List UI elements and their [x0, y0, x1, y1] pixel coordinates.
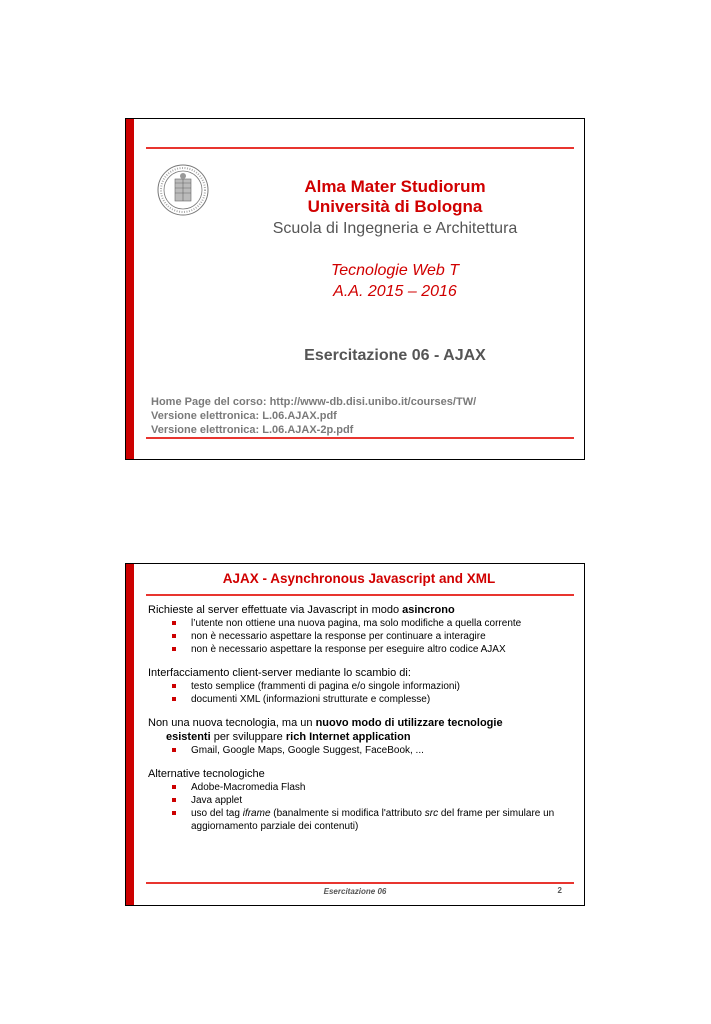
section-intro: Richieste al server effettuate via Javascript in modo asincrono	[148, 604, 455, 616]
list-item: documenti XML (informazioni strutturate e complesse)	[172, 693, 572, 706]
slide-red-bar	[126, 119, 134, 459]
course-name: Tecnologie Web T	[330, 262, 460, 279]
academic-year: A.A. 2015 – 2016	[333, 283, 457, 300]
section-intro: Non una nuova tecnologia, ma un nuovo modo di utilizzare tecnologie	[148, 717, 503, 729]
slide-title: AJAX - Asynchronous Javascript and XML	[222, 571, 496, 586]
university-seal-icon	[156, 163, 210, 217]
list-item: l’utente non ottiene una nuova pagina, ma solo modifiche a quella corrente	[172, 617, 572, 630]
bottom-rule	[146, 437, 574, 439]
top-rule	[146, 147, 574, 149]
slide-content	[148, 603, 572, 833]
pdf-version-link[interactable]: Versione elettronica: L.06.AJAX.pdf	[151, 410, 337, 422]
title-slide	[125, 118, 585, 460]
slide-footer: Esercitazione 06	[323, 887, 387, 896]
course-homepage-link[interactable]: Home Page del corso: http://www-db.disi.unibo.it/courses/TW/	[151, 396, 477, 408]
slide-red-bar	[126, 564, 134, 905]
section-intro: Interfacciamento client-server mediante lo scambio di:	[148, 667, 411, 679]
university-name-line1: Alma Mater Studiorum	[304, 177, 486, 196]
list-item: Adobe-Macromedia Flash	[172, 781, 572, 794]
content-slide	[125, 563, 585, 906]
exercise-title: Esercitazione 06 - AJAX	[304, 347, 486, 364]
course-links	[151, 395, 476, 437]
list-item: non è necessario aspettare la response per continuare a interagire	[172, 630, 572, 643]
bullet-list	[148, 617, 572, 656]
list-item: Java applet	[172, 794, 572, 807]
section-intro: Alternative tecnologiche	[148, 768, 265, 780]
pdf-2p-version-link[interactable]: Versione elettronica: L.06.AJAX-2p.pdf	[151, 424, 354, 436]
list-item: Gmail, Google Maps, Google Suggest, FaceBook, ...	[172, 744, 572, 757]
page-number: 2	[557, 886, 562, 895]
bullet-list	[148, 744, 572, 757]
list-item: testo semplice (frammenti di pagina e/o singole informazioni)	[172, 680, 572, 693]
top-rule	[146, 594, 574, 596]
bullet-list	[148, 680, 572, 706]
list-item: uso del tag iframe (banalmente si modifica l'attributo src del frame per simulare un aggiornamento parziale dei contenuti)	[172, 807, 572, 833]
bullet-list	[148, 781, 572, 833]
university-name-line2: Università di Bologna	[307, 197, 483, 216]
section-intro-continued: esistenti per sviluppare rich Internet application	[166, 731, 411, 743]
bottom-rule	[146, 882, 574, 884]
list-item: non è necessario aspettare la response per eseguire altro codice AJAX	[172, 643, 572, 656]
school-name: Scuola di Ingegneria e Architettura	[272, 220, 518, 237]
